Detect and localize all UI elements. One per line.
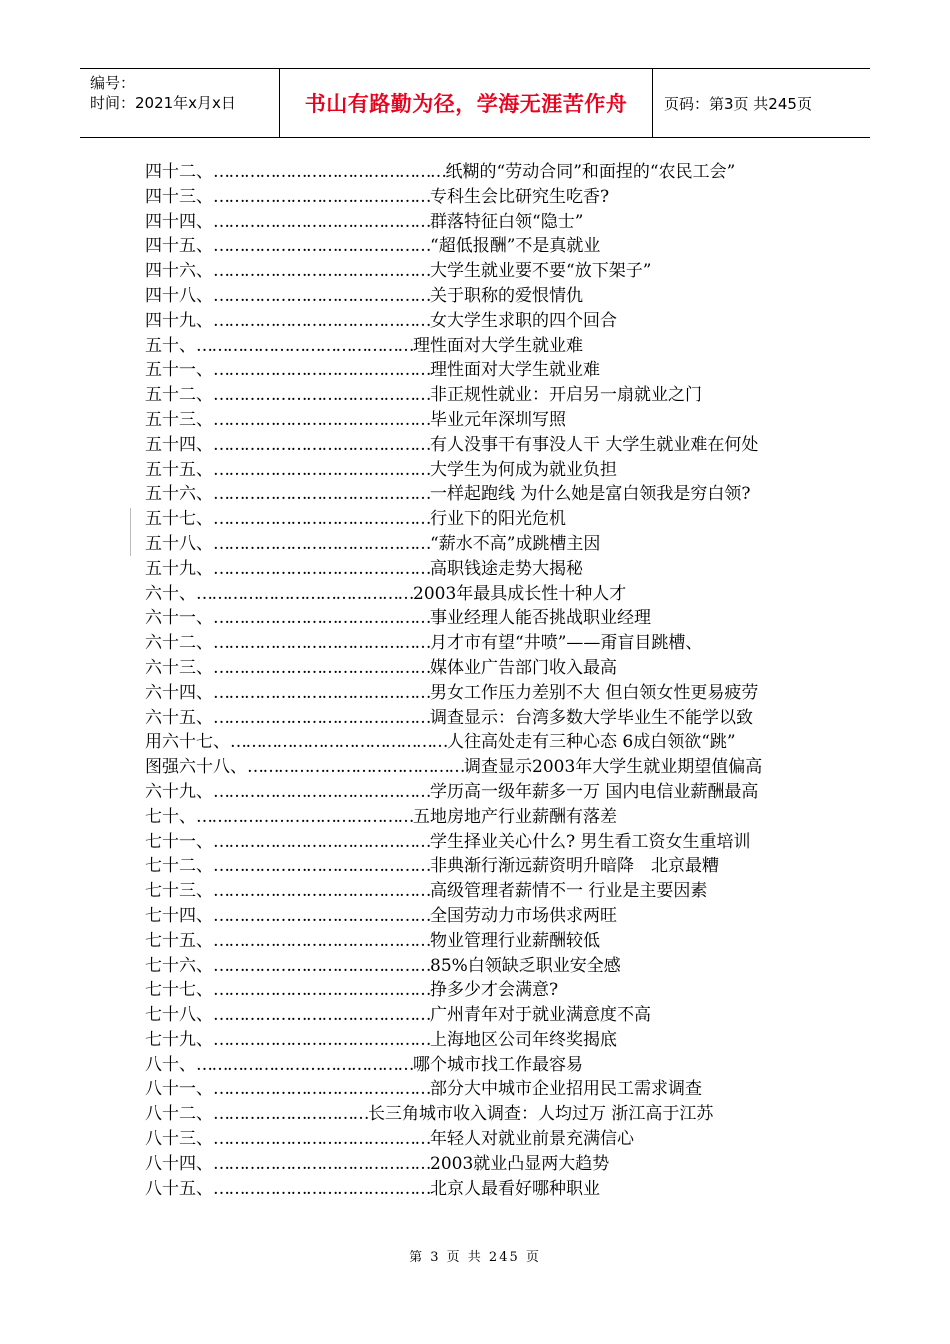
toc-entry[interactable]: [145, 606, 825, 631]
toc-entry[interactable]: [145, 879, 825, 904]
toc-entry-leader: ……………………………………: [213, 1079, 430, 1100]
toc-entry-leader: ……………………………………: [213, 682, 430, 703]
toc-entry-number: 六十一、: [145, 608, 213, 629]
toc-entry-title: 理性面对大学生就业难: [413, 335, 583, 356]
toc-entry-leader: ……………………………………: [213, 1029, 430, 1050]
toc-entry-leader: ……………………………………: [213, 484, 430, 505]
toc-entry-title: 五地房地产行业薪酬有落差: [413, 806, 617, 827]
toc-entry-title: 非典渐行渐远薪资明升暗降 北京最糟: [430, 856, 719, 877]
toc-entry-leader: ……………………………………: [196, 583, 413, 604]
toc-entry-number: 图强六十八、: [145, 757, 247, 778]
toc-entry[interactable]: [145, 631, 825, 656]
toc-entry[interactable]: [145, 1053, 825, 1078]
toc-entry-number: 七十三、: [145, 881, 213, 902]
toc-entry-title: 大学生就业要不要“放下架子”: [430, 261, 652, 282]
toc-entry-title: 行业下的阳光危机: [430, 509, 566, 530]
toc-entry-leader: ……………………………………: [213, 633, 430, 654]
toc-entry[interactable]: [145, 259, 825, 284]
toc-entry-number: 五十一、: [145, 360, 213, 381]
toc-entry-leader: ……………………………………: [213, 1005, 430, 1026]
toc-entry[interactable]: [145, 780, 825, 805]
toc-entry-number: 八十五、: [145, 1178, 213, 1199]
toc-entry-number: 五十六、: [145, 484, 213, 505]
toc-entry-number: 八十四、: [145, 1153, 213, 1174]
toc-entry[interactable]: [145, 408, 825, 433]
toc-entry-number: 七十五、: [145, 930, 213, 951]
toc-entry-number: 五十三、: [145, 409, 213, 430]
toc-entry-number: 八十二、: [145, 1104, 213, 1125]
toc-entry[interactable]: [145, 830, 825, 855]
toc-entry[interactable]: [145, 978, 825, 1003]
toc-entry-number: 六十二、: [145, 633, 213, 654]
toc-entry-leader: ……………………………………: [213, 261, 430, 282]
toc-entry[interactable]: [145, 458, 825, 483]
toc-entry[interactable]: [145, 681, 825, 706]
toc-entry[interactable]: [145, 358, 825, 383]
header-motto: 书山有路勤为径，学海无涯苦作舟: [280, 69, 653, 137]
toc-entry[interactable]: [145, 1003, 825, 1028]
toc-entry-title: 部分大中城市企业招用民工需求调查: [430, 1079, 702, 1100]
toc-entry[interactable]: [145, 656, 825, 681]
toc-entry[interactable]: [145, 210, 825, 235]
toc-entry-title: 2003年最具成长性十种人才: [413, 583, 627, 604]
toc-entry-leader: ……………………………………: [213, 930, 430, 951]
toc-entry-leader: ……………………………………: [213, 905, 430, 926]
toc-entry-leader: ……………………………………: [213, 881, 430, 902]
toc-entry-title: 挣多少才会满意?: [430, 980, 559, 1001]
toc-entry-title: 专科生会比研究生吃香?: [430, 186, 610, 207]
toc-entry-title: 女大学生求职的四个回合: [430, 310, 617, 331]
toc-entry[interactable]: [145, 1028, 825, 1053]
toc-entry-title: 关于职称的爱恨情仇: [430, 285, 583, 306]
toc-entry-number: 四十二、: [145, 162, 213, 182]
toc-entry-leader: ……………………………………: [230, 732, 447, 753]
toc-entry[interactable]: [145, 334, 825, 359]
toc-entry-number: 五十七、: [145, 509, 213, 530]
toc-entry-number: 六十四、: [145, 682, 213, 703]
toc-entry-title: 2003就业凸显两大趋势: [430, 1153, 610, 1174]
toc-entry-number: 五十、: [145, 335, 196, 356]
toc-entry-title: 年轻人对就业前景充满信心: [430, 1129, 634, 1150]
toc-entry-title: 纸糊的“劳动合同”和面捏的“农民工会”: [445, 162, 736, 182]
toc-entry-leader: ……………………………………: [213, 310, 430, 331]
toc-entry-number: 七十七、: [145, 980, 213, 1001]
header-number-label: 编号：: [90, 74, 136, 92]
toc-entry-title: 北京人最看好哪种职业: [430, 1178, 600, 1199]
toc-entry-number: 六十九、: [145, 781, 213, 802]
toc-entry[interactable]: [145, 1177, 825, 1202]
toc-entry-leader: ……………………………………: [196, 335, 413, 356]
toc-entry[interactable]: [145, 482, 825, 507]
toc-entry-number: 五十二、: [145, 385, 213, 406]
toc-entry-title: 非正规性就业：开启另一扇就业之门: [430, 385, 702, 406]
toc-entry-leader: ……………………………………: [213, 211, 430, 232]
toc-entry-title: 有人没事干有事没人干 大学生就业难在何处: [430, 434, 759, 455]
toc-entry-leader: ……………………………………: [213, 459, 430, 480]
toc-entry[interactable]: [145, 507, 825, 532]
toc-entry-number: 五十八、: [145, 533, 213, 554]
toc-entry-number: 七十、: [145, 806, 196, 827]
toc-entry-leader: ………………………………………: [213, 162, 446, 182]
toc-entry-leader: ……………………………………: [213, 186, 430, 207]
toc-entry-title: 调查显示：台湾多数大学毕业生不能学以致: [430, 707, 753, 728]
toc-entry[interactable]: [145, 1077, 825, 1102]
toc-entry-leader: ……………………………………: [213, 409, 430, 430]
toc-entry[interactable]: [145, 160, 825, 185]
toc-entry-title: 物业管理行业薪酬较低: [430, 930, 600, 951]
toc-entry-leader: ……………………………………: [213, 781, 430, 802]
toc-entry-leader: ……………………………………: [213, 657, 430, 678]
toc-entry-number: 四十八、: [145, 285, 213, 306]
toc-entry-leader: ……………………………………: [213, 558, 430, 579]
page-footer: 第 3 页 共 245 页: [409, 1250, 541, 1265]
toc-entry-number: 五十四、: [145, 434, 213, 455]
toc-entry-number: 七十六、: [145, 955, 213, 976]
toc-entry-leader: …………………………: [213, 1104, 368, 1125]
toc-entry-title: 男女工作压力差别不大 但白领女性更易疲劳: [430, 682, 759, 703]
toc-entry-title: 理性面对大学生就业难: [430, 360, 600, 381]
toc-entry-title: 一样起跑线 为什么她是富白领我是穷白领?: [430, 484, 751, 505]
toc-entry-title: 高级管理者薪情不一 行业是主要因素: [430, 881, 708, 902]
toc-entry-number: 六十三、: [145, 657, 213, 678]
toc-entry-leader: ……………………………………: [213, 434, 430, 455]
toc-entry-title: 调查显示2003年大学生就业期望值偏高: [464, 757, 763, 778]
toc-entry-leader: ……………………………………: [247, 757, 464, 778]
toc-entry-title: 85%白领缺乏职业安全感: [430, 955, 621, 976]
toc-entry[interactable]: [145, 1127, 825, 1152]
toc-entry-leader: ……………………………………: [213, 1178, 430, 1199]
toc-entry-leader: ……………………………………: [213, 1129, 430, 1150]
margin-change-bar: [130, 508, 131, 556]
toc-entry-title: 媒体业广告部门收入最高: [430, 657, 617, 678]
toc-entry-title: 哪个城市找工作最容易: [413, 1054, 583, 1075]
toc-entry[interactable]: [145, 433, 825, 458]
toc-entry-number: 五十五、: [145, 459, 213, 480]
toc-entry[interactable]: [145, 805, 825, 830]
toc-entry-number: 七十八、: [145, 1005, 213, 1026]
toc-entry-leader: ……………………………………: [213, 509, 430, 530]
toc-entry-leader: ……………………………………: [213, 608, 430, 629]
toc-entry-title: “超低报酬”不是真就业: [430, 236, 601, 257]
toc-entry-number: 七十四、: [145, 905, 213, 926]
toc-entry-number: 四十三、: [145, 186, 213, 207]
toc-entry-title: 毕业元年深圳写照: [430, 409, 566, 430]
toc-entry-leader: ……………………………………: [213, 360, 430, 381]
toc-entry[interactable]: [145, 904, 825, 929]
toc-entry[interactable]: [145, 185, 825, 210]
toc-entry-title: 大学生为何成为就业负担: [430, 459, 617, 480]
toc-entry-leader: ……………………………………: [213, 533, 430, 554]
toc-entry-number: 六十五、: [145, 707, 213, 728]
toc-entry-leader: ……………………………………: [196, 806, 413, 827]
toc-entry[interactable]: [145, 954, 825, 979]
toc-entry-title: 高职钱途走势大揭秘: [430, 558, 583, 579]
toc-entry-number: 五十九、: [145, 558, 213, 579]
toc-entry-leader: ……………………………………: [213, 1153, 430, 1174]
toc-entry-title: 学生择业关心什么? 男生看工资女生重培训: [430, 831, 751, 852]
toc-entry-number: 八十一、: [145, 1079, 213, 1100]
header-page-info: 页码：第3页 共245页: [664, 94, 812, 113]
toc-entry-title: “薪水不高”成跳槽主因: [430, 533, 601, 554]
toc-entry-number: 四十四、: [145, 211, 213, 232]
toc-entry[interactable]: [145, 755, 825, 780]
toc-entry-leader: ……………………………………: [213, 236, 430, 257]
toc-entry-leader: ……………………………………: [213, 831, 430, 852]
toc-entry-title: 人往高处走有三种心态 6成白领欲“跳”: [447, 732, 736, 753]
toc-entry[interactable]: [145, 309, 825, 334]
toc-entry-title: 月才市有望“井喷”——甭盲目跳槽、: [430, 633, 703, 654]
toc-entry-number: 四十六、: [145, 261, 213, 282]
toc-entry[interactable]: [145, 383, 825, 408]
toc-entry-title: 长三角城市收入调查：人均过万 浙江高于江苏: [368, 1104, 714, 1125]
toc-entry-leader: ……………………………………: [213, 856, 430, 877]
toc-entry[interactable]: [145, 854, 825, 879]
toc-entry-leader: ……………………………………: [213, 707, 430, 728]
toc-entry-number: 八十、: [145, 1054, 196, 1075]
toc-entry-leader: ……………………………………: [213, 955, 430, 976]
toc-entry-title: 群落特征白领“隐士”: [430, 211, 584, 232]
toc-entry-leader: ……………………………………: [213, 980, 430, 1001]
toc-entry-leader: ……………………………………: [213, 285, 430, 306]
toc-entry[interactable]: [145, 730, 825, 755]
table-of-contents: [145, 160, 825, 1201]
toc-entry-leader: ……………………………………: [213, 385, 430, 406]
toc-entry[interactable]: [145, 706, 825, 731]
toc-entry-title: 广州青年对于就业满意度不高: [430, 1005, 651, 1026]
toc-entry[interactable]: [145, 284, 825, 309]
header-date-label: 时间：2021年x月x日: [90, 94, 236, 112]
header-info-cell: [80, 69, 280, 137]
toc-entry[interactable]: [145, 1152, 825, 1177]
toc-entry-title: 全国劳动力市场供求两旺: [430, 905, 617, 926]
toc-entry-title: 上海地区公司年终奖揭底: [430, 1029, 617, 1050]
toc-entry[interactable]: [145, 532, 825, 557]
toc-entry-number: 七十九、: [145, 1029, 213, 1050]
toc-entry-number: 用六十七、: [145, 732, 230, 753]
toc-entry-number: 七十二、: [145, 856, 213, 877]
toc-entry-number: 七十一、: [145, 831, 213, 852]
toc-entry[interactable]: [145, 234, 825, 259]
toc-entry-number: 四十九、: [145, 310, 213, 331]
toc-entry-number: 四十五、: [145, 236, 213, 257]
toc-entry-number: 八十三、: [145, 1129, 213, 1150]
page-header: [80, 68, 870, 138]
toc-entry[interactable]: [145, 582, 825, 607]
toc-entry[interactable]: [145, 929, 825, 954]
toc-entry[interactable]: [145, 1102, 825, 1127]
toc-entry-number: 六十、: [145, 583, 196, 604]
toc-entry[interactable]: [145, 557, 825, 582]
toc-entry-leader: ……………………………………: [196, 1054, 413, 1075]
toc-entry-title: 学历高一级年薪多一万 国内电信业薪酬最高: [430, 781, 759, 802]
toc-entry-title: 事业经理人能否挑战职业经理: [430, 608, 651, 629]
